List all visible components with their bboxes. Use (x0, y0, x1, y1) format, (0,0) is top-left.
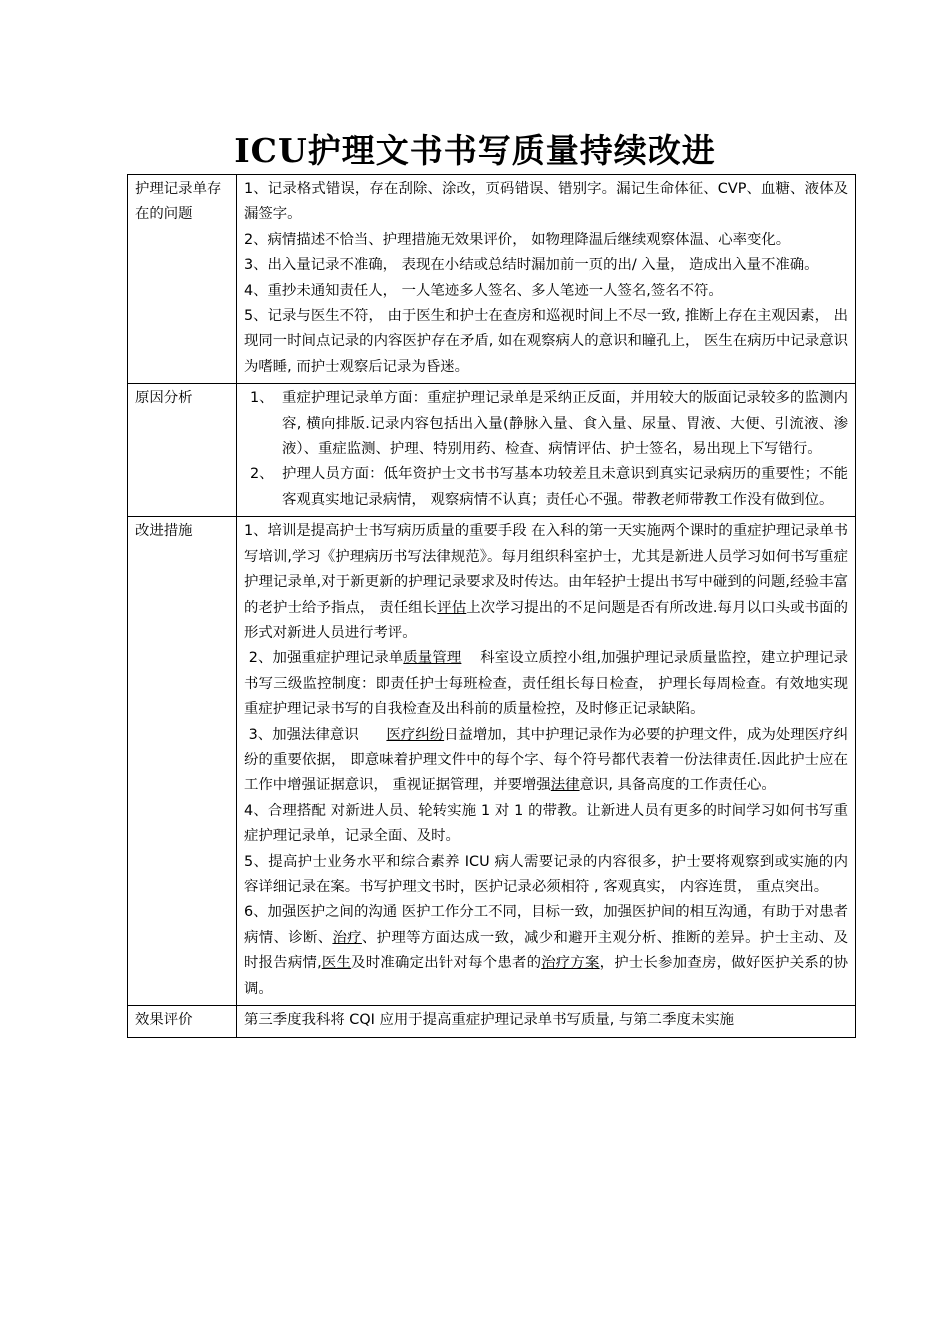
measure-text: 及时准确定出针对每个患者的 (351, 955, 542, 972)
quality-improvement-table (127, 174, 856, 1038)
measure-text: 2、加强重症护理记录单 (244, 650, 404, 667)
problem-item: 4、重抄未通知责任人， 一人笔迹多人签名、多人笔迹一人签名,签名不符。 (244, 282, 723, 299)
measure-item (244, 723, 848, 799)
underlined-term: 治疗方案 (541, 955, 600, 972)
measure-item (244, 900, 848, 1002)
list-number: 2、 (250, 466, 274, 483)
measure-text: 科室设立质控小组,加强护理记录质量监控，建立护理记录书写三级监控制度：即责任护士每班检查，责任组长每日检查， 护理长每周检查。有效地实现重症护理记录书写的自我检查及出科前的质量检控，及时修正记录缺陷。 (244, 650, 848, 718)
row-label-evaluation: 效果评价 (128, 1006, 237, 1038)
problem-item: 3、出入量记录不准确， 表现在小结或总结时漏加前一页的出/ 入量， 造成出入量不准确。 (244, 257, 819, 274)
problems-content (237, 175, 856, 384)
list-item (244, 386, 848, 462)
table-row (128, 517, 856, 1006)
problem-item: 1、记录格式错误，存在刮除、涂改，页码错误、错别字。漏记生命体征、CVP、血糖、液体及漏签字。 (244, 181, 848, 223)
underlined-term: 治疗 (332, 929, 362, 946)
row-label-measures: 改进措施 (128, 517, 237, 1006)
measure-item (244, 519, 848, 646)
page-title: ICU护理文书书写质量持续改进 (234, 131, 716, 170)
row-label-analysis: 原因分析 (128, 384, 237, 517)
reason-text: 重症护理记录单方面：重症护理记录单是采纳正反面，并用较大的版面记录较多的监测内容, 横向排版.记录内容包括出入量(静脉入量、食入量、尿量、胃液、大便、引流液、渗液）、重症监测、护理、特别用药、检查、病情评估、护士签名，易出现上下写错行。 (282, 390, 848, 458)
table-row (128, 175, 856, 384)
measure-text: 1、培训是提高护士书写病历质量的重要手段 在入科的第一天实施两个课时的重症护理记录单书写培训,学习《护理病历书写法律规范》。每月组织科室护士，尤其是新进人员学习如何书写重症护理记录单,对于新更新的护理记录要求及时传达。由年轻护士提出书写中碰到的问题,经验丰富的老护士给予指点， 责任组长 (244, 523, 848, 616)
analysis-content (237, 384, 856, 517)
underlined-term: 法律 (550, 777, 580, 794)
row-label-problems: 护理记录单存在的问题 (128, 175, 237, 384)
list-number: 1、 (250, 390, 274, 407)
evaluation-content: 第三季度我科将 CQI 应用于提高重症护理记录单书写质量, 与第二季度未实施 (237, 1006, 856, 1038)
underlined-term: 医生 (321, 955, 352, 972)
reason-text: 护理人员方面：低年资护士文书书写基本功较差且未意识到真实记录病历的重要性；不能客观真实地记录病情， 观察病情不认真；责任心不强。带教老师带教工作没有做到位。 (282, 466, 848, 508)
measure-item: 4、合理搭配 对新进人员、轮转实施 1 对 1 的带教。让新进人员有更多的时间学习如何书写重症护理记录单，记录全面、及时。 (244, 802, 848, 845)
underlined-term: 评估 (437, 599, 467, 616)
reason-list (244, 386, 848, 513)
problem-item: 2、病情描述不恰当、护理措施无效果评价， 如物理降温后继续观察体温、心率变化。 (244, 231, 791, 248)
measures-content (237, 517, 856, 1006)
table-row (128, 1006, 856, 1038)
measure-text: 3、加强法律意识 (244, 726, 387, 743)
measure-text: 6、加强医护之间的沟通 医护工作分工不同，目标一致，加强医护间的相互沟通，有助于对患者病情、诊断、 (244, 904, 848, 946)
measure-text: ，护士长参加查房，做好医护关系的协调。 (244, 955, 848, 997)
list-item (244, 462, 848, 513)
problem-item: 5、记录与医生不符， 由于医生和护士在查房和巡视时间上不尽一致, 推断上存在主观因素， 出现同一时间点记录的内容医护存在矛盾, 如在观察病人的意识和瞳孔上， 医生在病历中记录意识为嗜睡, 而护士观察后记录为昏迷。 (244, 308, 848, 375)
measure-item: 5、提高护士业务水平和综合素养 ICU 病人需要记录的内容很多，护士要将观察到或实施的内容详细记录在案。书写护理文书时，医护记录必须相符 , 客观真实， 内容连贯， 重点突出。 (244, 853, 848, 895)
underlined-term: 医疗纠纷 (386, 726, 445, 743)
measure-item (244, 646, 848, 722)
table-row (128, 384, 856, 517)
measure-text: 、护理等方面达成一致，减少和避开主观分析、推断的差异。护士主动、及时报告病情, (244, 929, 848, 972)
underlined-term: 质量管理 (403, 650, 462, 667)
measure-text: 上次学习提出的不足问题是否有所改进.每月以口头或书面的形式对新进人员进行考评。 (244, 599, 848, 641)
measure-text: 意识, 具备高度的工作责任心。 (579, 777, 776, 794)
measure-text: 日益增加，其中护理记录作为必要的护理文件，成为处理医疗纠纷的重要依据， 即意味着护理文件中的每个字、每个符号都代表着一份法律责任.因此护士应在工作中增强证据意识， 重视证据管理，并要增强 (244, 726, 848, 794)
